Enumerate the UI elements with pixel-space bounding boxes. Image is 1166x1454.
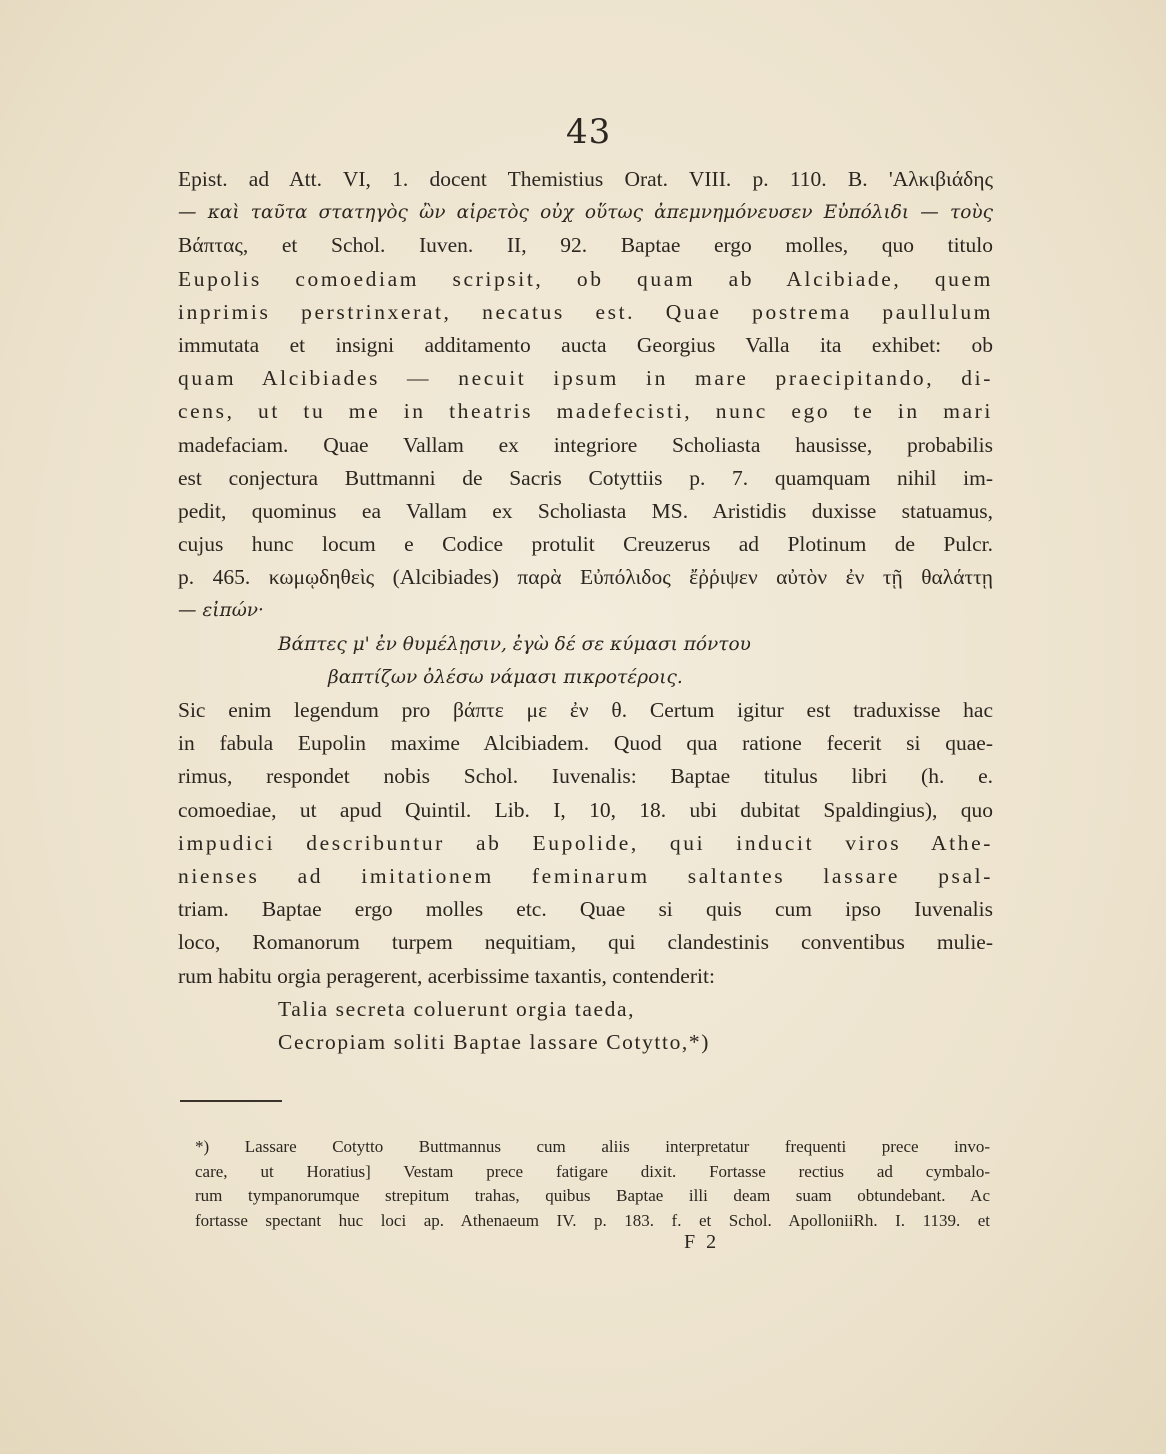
body-text (178, 163, 993, 1059)
footnote-line: care, ut Horatius] Vestam prece fatigare dixit. Fortasse rectius ad cymbalo- (195, 1161, 990, 1181)
text-line: loco, Romanorum turpem nequitiam, qui clandestinis conventibus mulie- (178, 930, 993, 955)
text-line: in fabula Eupolin maxime Alcibiadem. Quod qua ratione fecerit si quae- (178, 731, 993, 756)
text-line: comoediae, ut apud Quintil. Lib. I, 10, 18. ubi dubitat Spaldingius), quo (178, 797, 993, 822)
text-line: cens, ut tu me in theatris madefecisti, nunc ego te in mari (178, 399, 993, 424)
text-line: nienses ad imitationem feminarum saltantes lassare psal- (178, 863, 993, 888)
text-line: pedit, quominus ea Vallam ex Scholiasta MS. Aristidis duxisse statuamus, (178, 498, 993, 523)
text-line: p. 465. κωμῳδηθεὶς (Alcibiades) παρὰ Εὐπόλιδος ἔῤῥιψεν αὐτὸν ἐν τῇ θαλάττῃ (178, 565, 993, 590)
text-line: — καὶ ταῦτα στατηγὸς ὢν αἱρετὸς οὐχ οὕτως ἀπεμνημόνευσεν Εὐπόλιδι — τοὺς (178, 202, 993, 224)
text-line: est conjectura Buttmanni de Sacris Cotyttiis p. 7. quamquam nihil im- (178, 465, 993, 490)
footnote (195, 1135, 990, 1233)
latin-verse-line: Cecropiam soliti Baptae lassare Cotytto,*) (278, 1029, 711, 1054)
text-line: quam Alcibiades — necuit ipsum in mare praecipitando, di- (178, 366, 993, 391)
footnote-divider (180, 1100, 282, 1102)
text-line: Βάπτας, et Schol. Iuven. II, 92. Baptae ergo molles, quo titulo (178, 233, 993, 258)
text-line: madefaciam. Quae Vallam ex integriore Scholiasta hausisse, probabilis (178, 432, 993, 457)
text-line: cujus hunc locum e Codice protulit Creuzerus ad Plotinum de Pulcr. (178, 532, 993, 557)
text-line: immutata et insigni additamento aucta Georgius Valla ita exhibet: ob (178, 332, 993, 357)
text-line: Sic enim legendum pro βάπτε με ἐν θ. Certum igitur est traduxisse hac (178, 698, 993, 722)
text-line: Epist. ad Att. VI, 1. docent Themistius Orat. VIII. p. 110. B. 'Αλκιβιάδης (178, 167, 993, 191)
greek-verse-line: Βάπτες μ' ἐν θυμέλῃσιν, ἐγὼ δέ σε κύμασι πόντου (278, 633, 751, 655)
latin-verse-line: Talia secreta coluerunt orgia taeda, (278, 996, 636, 1021)
footnote-line: *) Lassare Cotytto Buttmannus cum aliis interpretatur frequenti prece invo- (195, 1137, 990, 1156)
text-line: Eupolis comoediam scripsit, ob quam ab Alcibiade, quem (178, 266, 993, 291)
footnote-line: fortasse spectant huc loci ap. Athenaeum IV. p. 183. f. et Schol. ApolloniiRh. I. 1139. et (195, 1210, 990, 1230)
text-line: inprimis perstrinxerat, necatus est. Quae postrema paullulum (178, 299, 993, 324)
signature-mark: F 2 (684, 1231, 720, 1253)
page-number: 43 (566, 112, 612, 152)
text-line: rum habitu orgia peragerent, acerbissime taxantis, contenderit: (178, 963, 715, 988)
text-line: — εἰπών· (178, 600, 264, 622)
text-line: rimus, respondet nobis Schol. Iuvenalis: Baptae titulus libri (h. e. (178, 764, 993, 789)
footnote-line: rum tympanorumque strepitum trahas, quibus Baptae illi deam suam obtundebant. Ac (195, 1186, 990, 1205)
greek-verse-line: βαπτίζων ὀλέσω νάμασι πικροτέροις. (328, 666, 683, 688)
text-line: triam. Baptae ergo molles etc. Quae si quis cum ipso Iuvenalis (178, 897, 993, 922)
text-line: impudici describuntur ab Eupolide, qui inducit viros Athe- (178, 830, 993, 855)
